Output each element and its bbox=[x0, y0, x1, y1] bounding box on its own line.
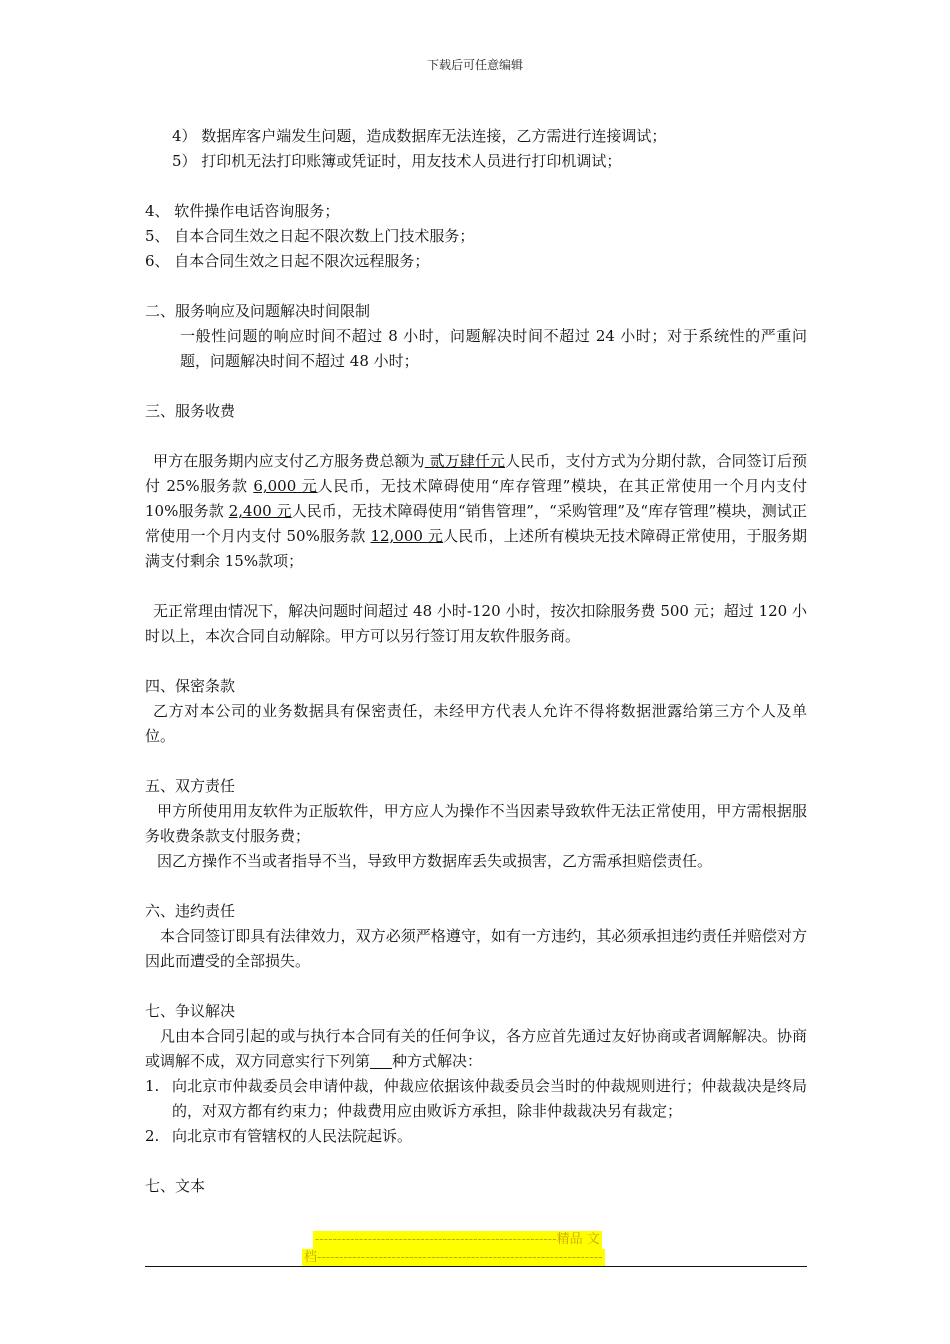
list-item: 5、 自本合同生效之日起不限次数上门技术服务； bbox=[145, 227, 475, 245]
document-body bbox=[145, 124, 807, 1199]
list-item: 6、 自本合同生效之日起不限次远程服务； bbox=[145, 252, 430, 270]
section-title: 七、文本 bbox=[145, 1177, 206, 1195]
header-note: 下载后可任意编辑 bbox=[426, 58, 523, 72]
list-item: 4） 数据库客户端发生问题，造成数据库无法连接，乙方需进行连接调试； bbox=[172, 127, 667, 145]
section-title: 五、双方责任 bbox=[145, 777, 236, 795]
footer-watermark: 档----------------------------------------------------------------- bbox=[304, 1250, 603, 1265]
section-title: 六、违约责任 bbox=[145, 902, 236, 920]
paragraph: 本合同签订即具有法律效力，双方必须严格遵守，如有一方违约，其必须承担违约责任并赔偿对方因此而遭受的全部损失。 bbox=[145, 927, 807, 970]
list-item: 1. 向北京市仲裁委员会申请仲裁，仲裁应依据该仲裁委员会当时的仲裁规则进行；仲裁裁决是终局的，对双方都有约束力；仲裁费用应由败诉方承担，除非仲裁裁决另有裁定； bbox=[145, 1077, 807, 1120]
footer-watermark: -------------------------------------------------------精品 文 bbox=[315, 1232, 600, 1247]
list-item: 4、 软件操作电话咨询服务； bbox=[145, 202, 340, 220]
paragraph: 甲方在服务期内应支付乙方服务费总额为 贰万肆仟元人民币，支付方式为分期付款，合同签订后预付 25%服务款 6,000 元人民币，无技术障碍使用“库存管理”模块，在其正常使用一个月内支付 10%服务款 2,400 元人民币，无技术障碍使用“销售管理”，“采购管理”及“库存管理”模块，测试正常使用一个月内支付 50%服务款 12,000 元人民币，上述所有模块无技术障碍正常使用，于服务期满支付剩余 15%款项； bbox=[145, 452, 808, 570]
paragraph: 一般性问题的响应时间不超过 8 小时，问题解决时间不超过 24 小时；对于系统性的严重问题，问题解决时间不超过 48 小时； bbox=[180, 327, 807, 370]
paragraph: 因乙方操作不当或者指导不当，导致甲方数据库丢失或损害，乙方需承担赔偿责任。 bbox=[157, 852, 713, 870]
paragraph: 甲方所使用用友软件为正版软件，甲方应人为操作不当因素导致软件无法正常使用，甲方需根据服务收费条款支付服务费； bbox=[145, 802, 807, 845]
footer-divider bbox=[145, 1266, 807, 1267]
section-title: 七、争议解决 bbox=[145, 1002, 236, 1020]
list-item: 5） 打印机无法打印账簿或凭证时，用友技术人员进行打印机调试； bbox=[172, 152, 622, 170]
section-title: 三、服务收费 bbox=[145, 402, 236, 420]
paragraph: 无正常理由情况下，解决问题时间超过 48 小时-120 小时，按次扣除服务费 500 元；超过 120 小时以上，本次合同自动解除。甲方可以另行签订用友软件服务商。 bbox=[145, 602, 807, 645]
paragraph: 乙方对本公司的业务数据具有保密责任，未经甲方代表人允许不得将数据泄露给第三方个人及单位。 bbox=[145, 702, 807, 745]
list-item: 2. 向北京市有管辖权的人民法院起诉。 bbox=[145, 1127, 413, 1145]
choice-blank bbox=[370, 1052, 392, 1069]
section-title: 二、服务响应及问题解决时间限制 bbox=[145, 302, 371, 320]
section-title: 四、保密条款 bbox=[145, 677, 236, 695]
paragraph: 凡由本合同引起的或与执行本合同有关的任何争议，各方应首先通过友好协商或者调解解决。协商或调解不成，双方同意实行下列第 种方式解决： bbox=[145, 1027, 807, 1070]
